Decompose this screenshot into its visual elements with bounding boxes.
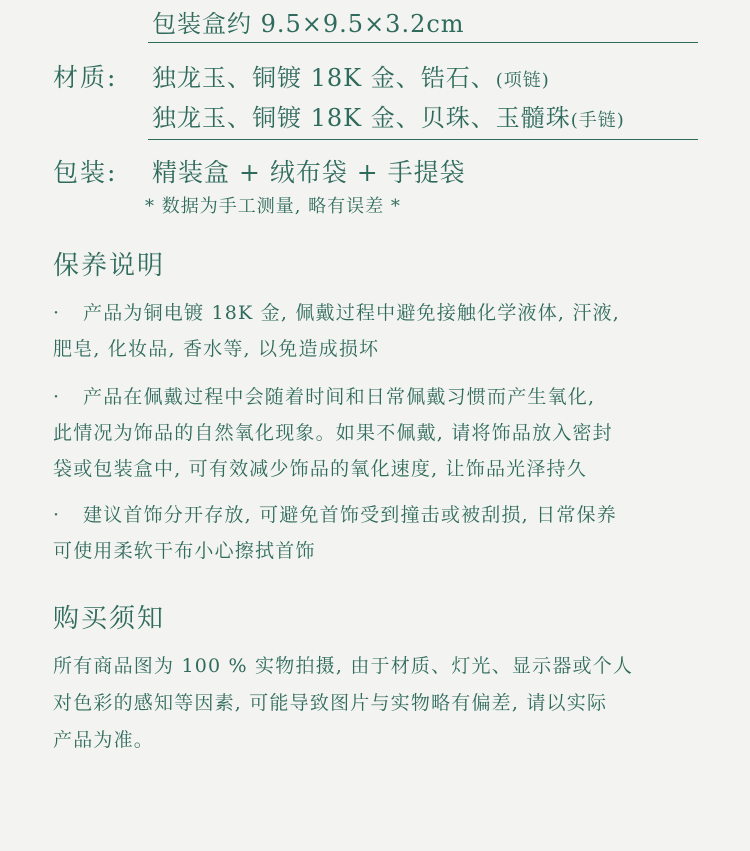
care-item-2-line-2: 此情况为饰品的自然氧化现象。如果不佩戴, 请将饰品放入密封 — [53, 422, 613, 444]
packaging-value: 精装盒 + 绒布袋 + 手提袋 — [152, 158, 466, 187]
packaging-label: 包装: — [53, 158, 118, 187]
bullet-dot: · — [53, 504, 61, 526]
material-necklace-tag: (项链) — [495, 70, 550, 91]
notice-section-title: 购买须知 — [53, 604, 166, 634]
notice-line-3: 产品为准。 — [53, 729, 155, 751]
care-item-2-line-3: 袋或包装盒中, 可有效减少饰品的氧化速度, 让饰品光泽持久 — [53, 458, 587, 480]
divider-2 — [148, 139, 698, 140]
material-necklace-text: 独龙玉、铜镀 18K 金、锆石、 — [152, 64, 496, 92]
material-bracelet-text: 独龙玉、铜镀 18K 金、贝珠、玉髓珠 — [152, 104, 571, 132]
bullet-dot: · — [53, 386, 61, 408]
care-section-title: 保养说明 — [53, 251, 166, 281]
care-item-3-line-1: 建议首饰分开存放, 可避免首饰受到撞击或被刮损, 日常保养 — [83, 504, 617, 526]
measurement-note: * 数据为手工测量, 略有误差 * — [145, 196, 401, 217]
care-item-3-line-2: 可使用柔软干布小心擦拭首饰 — [53, 540, 316, 562]
material-bracelet-line — [152, 98, 625, 133]
care-item-1-line-2: 肥皂, 化妆品, 香水等, 以免造成损坏 — [53, 338, 380, 360]
bullet-dot: · — [53, 302, 61, 324]
box-size-text: 包装盒约 9.5×9.5×3.2cm — [152, 10, 465, 38]
material-bracelet-tag: (手链) — [570, 110, 625, 131]
notice-line-2: 对色彩的感知等因素, 可能导致图片与实物略有偏差, 请以实际 — [53, 692, 608, 714]
divider-1 — [148, 42, 698, 43]
material-necklace-line — [152, 58, 550, 93]
notice-line-1: 所有商品图为 100 % 实物拍摄, 由于材质、灯光、显示器或个人 — [53, 655, 634, 677]
care-item-2-line-1: 产品在佩戴过程中会随着时间和日常佩戴习惯而产生氧化, — [83, 386, 596, 408]
care-item-1-line-1: 产品为铜电镀 18K 金, 佩戴过程中避免接触化学液体, 汗液, — [83, 302, 621, 324]
material-label: 材质: — [53, 63, 118, 92]
